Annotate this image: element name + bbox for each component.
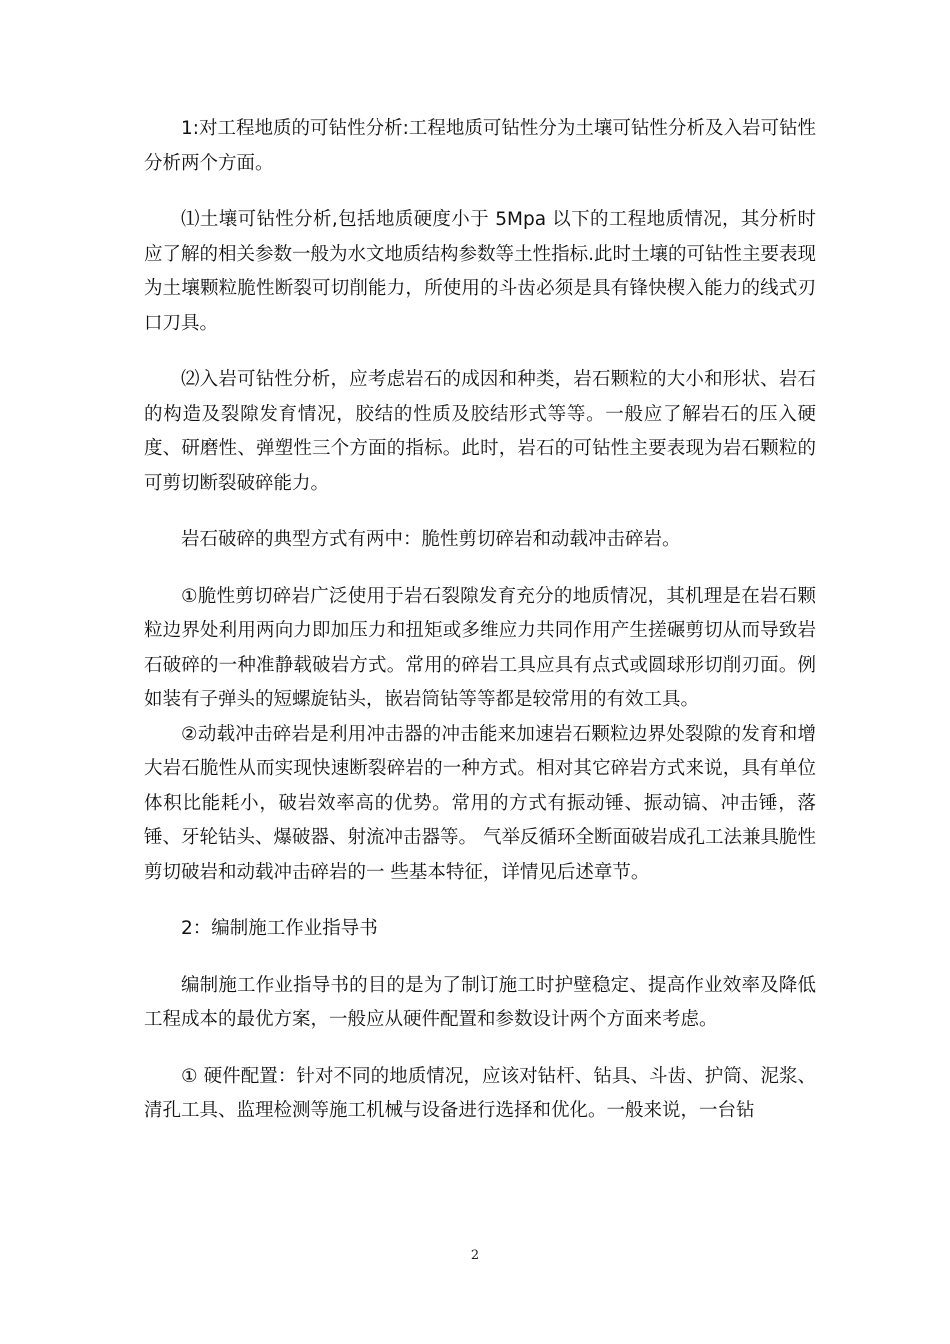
paragraph-drillability-analysis: 1:对工程地质的可钻性分析:工程地质可钻性分为土壤可钻性分析及入岩可钻性分析两个方面。	[144, 118, 816, 174]
page-number: 2	[470, 1248, 480, 1263]
paragraph-hardware-config: ① 硬件配置：针对不同的地质情况，应该对钻杆、钻具、斗齿、护筒、泥浆、清孔工具、监理检测等施工机械与设备进行选择和优化。一般来说，一台钻	[144, 1065, 816, 1121]
paragraph-guide-purpose: 编制施工作业指导书的目的是为了制订施工时护壁稳定、提高作业效率及降低工程成本的最优方案，一般应从硬件配置和参数设计两个方面来考虑。	[144, 974, 816, 1030]
paragraph-rock-drillability: ⑵入岩可钻性分析，应考虑岩石的成因和种类，岩石颗粒的大小和形状、岩石的构造及裂隙发育情况，胶结的性质及胶结形式等等。一般应了解岩石的压入硬度、研磨性、弹塑性三个方面的指标。此时，岩石的可钻性主要表现为岩石颗粒的可剪切断裂破碎能力。	[144, 369, 816, 494]
paragraph-rock-breaking-methods: 岩石破碎的典型方式有两中：脆性剪切碎岩和动载冲击碎岩。	[181, 529, 681, 550]
paragraph-guide-heading: 2：编制施工作业指导书	[181, 918, 378, 939]
document-body	[144, 112, 816, 1151]
paragraph-soil-drillability: ⑴土壤可钻性分析,包括地质硬度小于 5Mpa 以下的工程地质情况，其分析时应了解的相关参数一般为水文地质结构参数等土性指标.此时土壤的可钻性主要表现为土壤颗粒脆性断裂可切削能力，所使用的斗齿必须是具有锋快楔入能力的线式刃口刀具。	[144, 209, 816, 334]
paragraph-brittle-shear: ①脆性剪切碎岩广泛使用于岩石裂隙发育充分的地质情况，其机理是在岩石颗粒边界处利用两向力即加压力和扭矩或多维应力共同作用产生搓碾剪切从而导致岩石破碎的一种准静载破岩方式。常用的碎岩工具应具有点式或圆球形切削刃面。例如装有子弹头的短螺旋钻头，嵌岩筒钻等等都是较常用的有效工具。	[144, 585, 816, 710]
paragraph-dynamic-impact: ②动载冲击碎岩是利用冲击器的冲击能来加速岩石颗粒边界处裂隙的发育和增大岩石脆性从而实现快速断裂碎岩的一种方式。相对其它碎岩方式来说，具有单位体积比能耗小，破岩效率高的优势。常用的方式有振动锤、振动镐、冲击锤，落锤、牙轮钻头、爆破器、射流冲击器等。 气举反循环全断面破岩成孔工法兼具脆性剪切破岩和动载冲击碎岩的一 些基本特征，详情见后述章节。	[144, 723, 816, 883]
